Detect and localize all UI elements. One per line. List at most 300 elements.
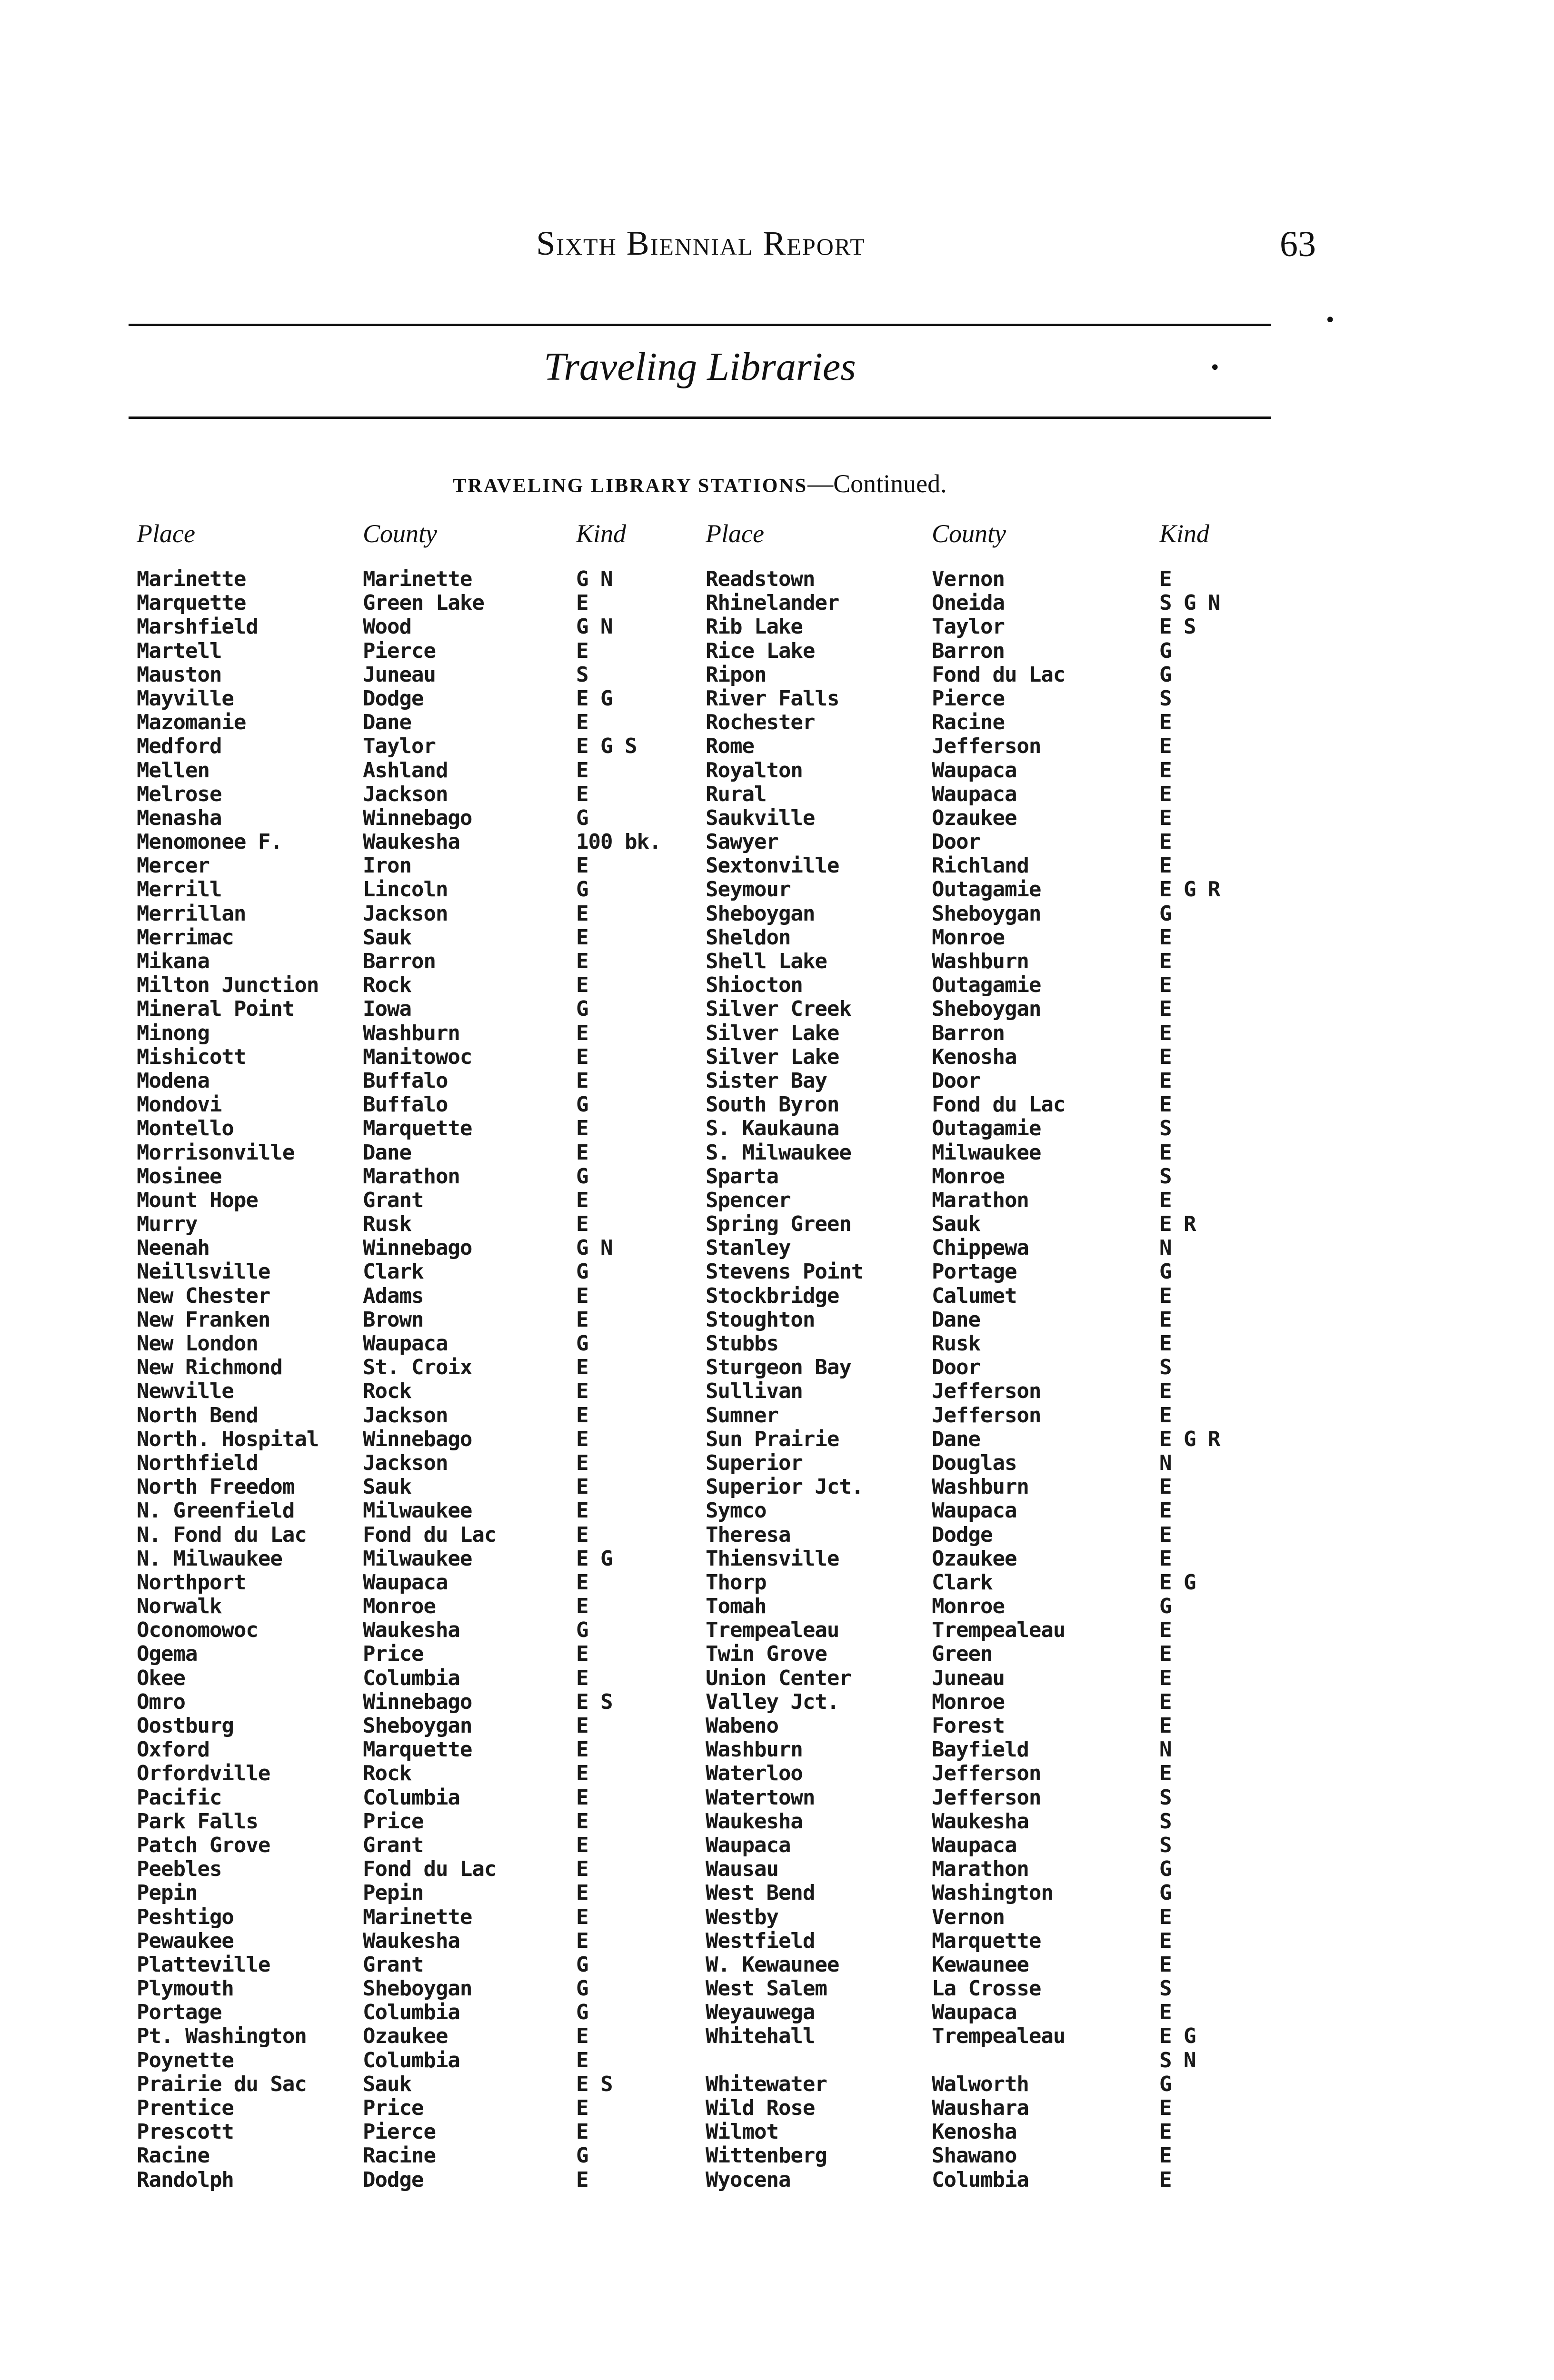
cell-county: Marinette <box>363 567 472 591</box>
table-row <box>0 1881 1554 1905</box>
cell-kind: E S <box>576 1689 613 1714</box>
cell-county-2: Milwaukee <box>932 1140 1041 1165</box>
cell-place-2: Theresa <box>706 1522 791 1547</box>
cell-county-2: Outagamie <box>932 1116 1041 1141</box>
cell-place: Oxford <box>137 1737 209 1762</box>
table-row <box>0 783 1554 806</box>
cell-place-2: Weyauwega <box>706 2000 815 2025</box>
cell-kind: E <box>576 1188 588 1212</box>
table-row <box>0 759 1554 783</box>
cell-place-2: Shiocton <box>706 973 803 998</box>
cell-county: Columbia <box>363 1666 460 1690</box>
cell-place: Montello <box>137 1116 234 1141</box>
cell-place: Neenah <box>137 1236 209 1260</box>
cell-place: Marquette <box>137 591 246 615</box>
cell-county: Fond du Lac <box>363 1857 497 1882</box>
cell-kind-2: G <box>1159 662 1172 687</box>
cell-kind-2: E <box>1159 1666 1172 1690</box>
cell-county-2: Calumet <box>932 1283 1017 1308</box>
page-header <box>129 224 1316 271</box>
table-row <box>0 1547 1554 1571</box>
cell-kind: E <box>576 1714 588 1738</box>
table-row <box>0 926 1554 950</box>
cell-county: Jackson <box>363 1450 448 1475</box>
cell-county-2: Door <box>932 1355 980 1380</box>
table-row <box>0 1571 1554 1595</box>
cell-kind: E <box>576 1021 588 1045</box>
table-row <box>0 1595 1554 1618</box>
cell-kind-2: E <box>1159 1403 1172 1428</box>
cell-kind-2: E <box>1159 2143 1172 2168</box>
table-row <box>0 687 1554 711</box>
table-row <box>0 2049 1554 2073</box>
cell-kind: E <box>576 1785 588 1810</box>
cell-county-2: Jefferson <box>932 1379 1041 1404</box>
cell-county-2: Monroe <box>932 1164 1005 1189</box>
cell-county: Columbia <box>363 1785 460 1810</box>
cell-place-2: Westby <box>706 1904 778 1929</box>
cell-kind: G <box>576 1976 588 2001</box>
cell-county: Milwaukee <box>363 1498 472 1523</box>
cell-county: Jackson <box>363 1403 448 1428</box>
table-row <box>0 830 1554 854</box>
cell-place: N. Greenfield <box>137 1498 295 1523</box>
cell-kind-2: E <box>1159 1307 1172 1332</box>
cell-place-2: Sheldon <box>706 925 791 950</box>
cell-kind-2: E <box>1159 567 1172 591</box>
cell-kind-2: S <box>1159 1355 1172 1380</box>
cell-kind: E <box>576 1761 588 1786</box>
cell-kind-2: E S <box>1159 615 1196 639</box>
cell-county-2: Door <box>932 830 980 854</box>
cell-county: Price <box>363 2096 424 2120</box>
cell-kind-2: S <box>1159 1116 1172 1141</box>
cell-place-2: Shell Lake <box>706 949 827 973</box>
cell-kind: E <box>576 1212 588 1237</box>
cell-kind: E <box>576 853 588 878</box>
cell-place: Racine <box>137 2143 209 2168</box>
cell-kind-2: S <box>1159 686 1172 711</box>
cell-kind: G <box>576 1092 588 1117</box>
cell-county-2: Outagamie <box>932 877 1041 902</box>
cell-county: Dodge <box>363 2167 424 2192</box>
cell-kind-2: G <box>1159 1881 1172 1905</box>
cell-kind: E <box>576 638 588 663</box>
cell-county-2: Outagamie <box>932 973 1041 998</box>
cell-place-2: Superior <box>706 1450 803 1475</box>
cell-kind-2: E G <box>1159 1570 1196 1595</box>
cell-county-2: Vernon <box>932 567 1005 591</box>
cell-place-2: Waupaca <box>706 1833 791 1857</box>
cell-county-2: Marathon <box>932 1857 1029 1882</box>
cell-place: New Richmond <box>137 1355 282 1380</box>
cell-county-2: Washburn <box>932 949 1029 973</box>
cell-place: Northport <box>137 1570 246 1595</box>
table-row <box>0 1738 1554 1762</box>
cell-place-2: Valley Jct. <box>706 1689 839 1714</box>
cell-kind-2: G <box>1159 1594 1172 1619</box>
cell-kind: E <box>576 1498 588 1523</box>
cell-county: Monroe <box>363 1594 436 1619</box>
cell-kind: G <box>576 2000 588 2025</box>
cell-place: Northfield <box>137 1450 258 1475</box>
cell-kind: E <box>576 1857 588 1882</box>
cell-place: Mellen <box>137 758 209 783</box>
cell-place-2: Wabeno <box>706 1714 778 1738</box>
table-row <box>0 997 1554 1021</box>
cell-county-2: Kenosha <box>932 1044 1017 1069</box>
cell-place: Orfordville <box>137 1761 270 1786</box>
cell-kind: E <box>576 1403 588 1428</box>
cell-kind-2: E <box>1159 1092 1172 1117</box>
cell-county-2: Dane <box>932 1307 980 1332</box>
cell-county: Waukesha <box>363 1928 460 1953</box>
table-row <box>0 1332 1554 1356</box>
cell-kind: E <box>576 1379 588 1404</box>
cell-place-2: Washburn <box>706 1737 803 1762</box>
cell-county-2: Barron <box>932 638 1005 663</box>
cell-place-2: Sumner <box>706 1403 778 1428</box>
cell-kind: E <box>576 1140 588 1165</box>
table-row <box>0 1475 1554 1499</box>
cell-kind: E <box>576 1355 588 1380</box>
cell-place-2: Whitewater <box>706 2072 827 2096</box>
cell-kind: E <box>576 925 588 950</box>
cell-place: Mineral Point <box>137 997 295 1021</box>
cell-county: Juneau <box>363 662 436 687</box>
cell-place: Prescott <box>137 2120 234 2144</box>
cell-kind: G <box>576 1952 588 1977</box>
page-number: 63 <box>1280 224 1316 264</box>
table-row <box>0 1428 1554 1451</box>
cell-kind: E <box>576 782 588 806</box>
cell-county: Buffalo <box>363 1068 448 1093</box>
table-row <box>0 1379 1554 1403</box>
cell-kind: E <box>576 1809 588 1834</box>
cell-place: Poynette <box>137 2048 234 2073</box>
cell-kind: E G <box>576 1546 613 1571</box>
cell-place-2: Wyocena <box>706 2167 791 2192</box>
cell-county: Sauk <box>363 925 411 950</box>
cell-county: Marathon <box>363 1164 460 1189</box>
cell-kind-2: E <box>1159 1522 1172 1547</box>
table-caption <box>129 469 1271 498</box>
cell-place: Martell <box>137 638 222 663</box>
speck-mark: • <box>1209 357 1221 379</box>
cell-place: Medford <box>137 734 222 759</box>
cell-county-2: Waupaca <box>932 1833 1017 1857</box>
cell-county: Price <box>363 1642 424 1666</box>
cell-place: Melrose <box>137 782 222 806</box>
cell-place: Omro <box>137 1689 185 1714</box>
caption-continued: —Continued. <box>807 469 947 498</box>
table-row <box>0 1834 1554 1857</box>
cell-place-2: Stoughton <box>706 1307 815 1332</box>
cell-county: Sheboygan <box>363 1714 472 1738</box>
cell-kind: E <box>576 1666 588 1690</box>
cell-kind-2: E <box>1159 973 1172 998</box>
cell-county: Columbia <box>363 2000 460 2025</box>
cell-place-2: Sun Prairie <box>706 1427 839 1451</box>
cell-place-2: W. Kewaunee <box>706 1952 839 1977</box>
cell-county: Wood <box>363 615 411 639</box>
cell-kind-2: E G R <box>1159 1427 1220 1451</box>
cell-place: Peebles <box>137 1857 222 1882</box>
cell-county: Winnebago <box>363 1689 472 1714</box>
cell-place-2: Silver Creek <box>706 997 851 1021</box>
cell-county: Jackson <box>363 901 448 926</box>
cell-kind: E <box>576 1928 588 1953</box>
cell-kind-2: E <box>1159 1498 1172 1523</box>
table-row <box>0 567 1554 591</box>
cell-kind-2: S <box>1159 1833 1172 1857</box>
cell-place-2: Waterloo <box>706 1761 803 1786</box>
cell-kind-2: N <box>1159 1450 1172 1475</box>
cell-county: Sauk <box>363 2072 411 2096</box>
cell-kind-2: E <box>1159 1689 1172 1714</box>
cell-county-2: Waushara <box>932 2096 1029 2120</box>
cell-county: Dane <box>363 710 411 735</box>
table-row <box>0 1714 1554 1738</box>
cell-kind-2: N <box>1159 1737 1172 1762</box>
cell-place-2: Stubbs <box>706 1331 778 1356</box>
table-row <box>0 2024 1554 2048</box>
cell-county-2: Pierce <box>932 686 1005 711</box>
cell-kind-2: S G N <box>1159 591 1220 615</box>
cell-place-2: Trempealeau <box>706 1618 839 1643</box>
cell-kind: G <box>576 877 588 902</box>
cell-kind-2: E <box>1159 1283 1172 1308</box>
cell-kind-2: E <box>1159 949 1172 973</box>
cell-county: Rock <box>363 1379 411 1404</box>
cell-county-2: Waupaca <box>932 1498 1017 1523</box>
table-row <box>0 1260 1554 1284</box>
cell-county: Pepin <box>363 1881 424 1905</box>
cell-county: Iron <box>363 853 411 878</box>
caption-main: TRAVELING LIBRARY STATIONS <box>453 475 808 497</box>
cell-kind-2: E <box>1159 758 1172 783</box>
cell-place-2: West Bend <box>706 1881 815 1905</box>
table-row <box>0 1618 1554 1642</box>
table-row <box>0 1189 1554 1212</box>
cell-place-2: South Byron <box>706 1092 839 1117</box>
cell-kind-2: E <box>1159 1618 1172 1643</box>
cell-place-2: Watertown <box>706 1785 815 1810</box>
cell-kind: S <box>576 662 588 687</box>
cell-county-2: Chippewa <box>932 1236 1029 1260</box>
table-row <box>0 878 1554 902</box>
table-row <box>0 1021 1554 1045</box>
cell-county: Waupaca <box>363 1570 448 1595</box>
cell-place: Merrill <box>137 877 222 902</box>
cell-county: Dane <box>363 1140 411 1165</box>
cell-county-2: Door <box>932 1068 980 1093</box>
table-row <box>0 1093 1554 1117</box>
cell-place-2: Rib Lake <box>706 615 803 639</box>
cell-county: Washburn <box>363 1021 460 1045</box>
cell-kind-2: G <box>1159 638 1172 663</box>
table-row <box>0 902 1554 926</box>
cell-kind-2: E <box>1159 1761 1172 1786</box>
cell-kind-2: E <box>1159 2096 1172 2120</box>
cell-kind-2: E <box>1159 1546 1172 1571</box>
cell-place: Mercer <box>137 853 209 878</box>
cell-kind-2: G <box>1159 901 1172 926</box>
cell-place: Modena <box>137 1068 209 1093</box>
cell-place-2: Stevens Point <box>706 1259 864 1284</box>
cell-kind: E <box>576 1570 588 1595</box>
cell-kind-2: E G R <box>1159 877 1220 902</box>
table-row <box>0 2001 1554 2024</box>
stations-table <box>0 567 1554 2192</box>
cell-place: Okee <box>137 1666 185 1690</box>
cell-place-2: Westfield <box>706 1928 815 1953</box>
cell-kind-2: E <box>1159 1379 1172 1404</box>
cell-place-2: Sparta <box>706 1164 778 1189</box>
cell-place: Mayville <box>137 686 234 711</box>
cell-kind: G N <box>576 1236 613 1260</box>
cell-place: Pt. Washington <box>137 2024 307 2049</box>
cell-county: Brown <box>363 1307 424 1332</box>
cell-place: Pacific <box>137 1785 222 1810</box>
cell-place-2: Rhinelander <box>706 591 839 615</box>
cell-place: Patch Grove <box>137 1833 270 1857</box>
cell-county-2: Bayfield <box>932 1737 1029 1762</box>
bottom-rule <box>129 416 1271 419</box>
cell-county-2: Ozaukee <box>932 805 1017 830</box>
cell-kind: G <box>576 997 588 1021</box>
cell-place-2: Silver Lake <box>706 1044 839 1069</box>
table-row <box>0 1762 1554 1785</box>
cell-place: N. Fond du Lac <box>137 1522 307 1547</box>
cell-place-2: Sturgeon Bay <box>706 1355 851 1380</box>
cell-place: New Franken <box>137 1307 270 1332</box>
cell-county-2: Sauk <box>932 1212 980 1237</box>
cell-kind: G <box>576 1618 588 1643</box>
table-row <box>0 806 1554 830</box>
cell-place: Menasha <box>137 805 222 830</box>
cell-kind: E <box>576 2024 588 2049</box>
cell-kind-2: E <box>1159 2120 1172 2144</box>
cell-county-2: Marathon <box>932 1188 1029 1212</box>
cell-county: Clark <box>363 1259 424 1284</box>
cell-kind-2: G <box>1159 2072 1172 2096</box>
cell-kind: G N <box>576 615 613 639</box>
table-row <box>0 1523 1554 1547</box>
cell-county: Ozaukee <box>363 2024 448 2049</box>
cell-county-2: Washington <box>932 1881 1053 1905</box>
cell-county-2: Waupaca <box>932 782 1017 806</box>
cell-county: Marinette <box>363 1904 472 1929</box>
col-head-place: Place <box>137 519 195 548</box>
cell-place-2: S. Milwaukee <box>706 1140 851 1165</box>
cell-kind: E <box>576 1307 588 1332</box>
cell-county-2: Waupaca <box>932 2000 1017 2025</box>
cell-county-2: Waukesha <box>932 1809 1029 1834</box>
cell-county: Waupaca <box>363 1331 448 1356</box>
cell-place: N. Milwaukee <box>137 1546 282 1571</box>
cell-county: Barron <box>363 949 436 973</box>
cell-county: Taylor <box>363 734 436 759</box>
cell-kind: 100 bk. <box>576 830 661 854</box>
cell-place: Portage <box>137 2000 222 2025</box>
cell-kind: E <box>576 1642 588 1666</box>
cell-kind-2: G <box>1159 1259 1172 1284</box>
cell-place-2: Thorp <box>706 1570 767 1595</box>
table-row <box>0 1404 1554 1428</box>
cell-place-2: Wittenberg <box>706 2143 827 2168</box>
table-row <box>0 1212 1554 1236</box>
speck-mark: • <box>1325 309 1336 331</box>
cell-place: Menomonee F. <box>137 830 282 854</box>
table-row <box>0 615 1554 639</box>
cell-county-2: Kenosha <box>932 2120 1017 2144</box>
cell-county-2: Vernon <box>932 1904 1005 1929</box>
cell-county-2: Juneau <box>932 1666 1005 1690</box>
cell-place: Randolph <box>137 2167 234 2192</box>
cell-county-2: Monroe <box>932 925 1005 950</box>
cell-place: Mikana <box>137 949 209 973</box>
table-row <box>0 1236 1554 1260</box>
cell-place: Pepin <box>137 1881 198 1905</box>
cell-place: Prairie du Sac <box>137 2072 307 2096</box>
cell-place-2: Ripon <box>706 662 767 687</box>
cell-kind-2: E <box>1159 1475 1172 1499</box>
table-row <box>0 1857 1554 1881</box>
cell-county-2: Fond du Lac <box>932 662 1066 687</box>
cell-kind: E <box>576 1450 588 1475</box>
cell-county: Iowa <box>363 997 411 1021</box>
cell-kind-2: E <box>1159 1331 1172 1356</box>
table-row <box>0 1451 1554 1475</box>
cell-county-2: Racine <box>932 710 1005 735</box>
cell-kind-2: S <box>1159 1164 1172 1189</box>
cell-place-2: Saukville <box>706 805 815 830</box>
cell-place: Peshtigo <box>137 1904 234 1929</box>
cell-county-2: Green <box>932 1642 993 1666</box>
cell-kind: E <box>576 710 588 735</box>
cell-kind: E <box>576 949 588 973</box>
cell-kind: G N <box>576 567 613 591</box>
cell-county-2: Clark <box>932 1570 993 1595</box>
cell-kind: E <box>576 1833 588 1857</box>
table-row <box>0 711 1554 734</box>
cell-county: Grant <box>363 1833 424 1857</box>
cell-county: Lincoln <box>363 877 448 902</box>
table-row <box>0 2096 1554 2120</box>
cell-place-2: River Falls <box>706 686 839 711</box>
table-row <box>0 1690 1554 1714</box>
cell-county: Milwaukee <box>363 1546 472 1571</box>
cell-kind: E <box>576 2048 588 2073</box>
cell-kind-2: S <box>1159 1976 1172 2001</box>
cell-county-2: Jefferson <box>932 1403 1041 1428</box>
table-row <box>0 1308 1554 1332</box>
table-row <box>0 1810 1554 1834</box>
cell-kind: E <box>576 1068 588 1093</box>
cell-kind-2: E <box>1159 1904 1172 1929</box>
cell-place: Oostburg <box>137 1714 234 1738</box>
cell-place-2: Royalton <box>706 758 803 783</box>
cell-county-2: La Crosse <box>932 1976 1041 2001</box>
cell-county-2: Forest <box>932 1714 1005 1738</box>
cell-county-2: Rusk <box>932 1331 980 1356</box>
cell-place: Newville <box>137 1379 234 1404</box>
cell-kind-2: E <box>1159 1068 1172 1093</box>
cell-kind: E <box>576 1904 588 1929</box>
cell-place-2: Sheboygan <box>706 901 815 926</box>
table-row <box>0 1905 1554 1929</box>
